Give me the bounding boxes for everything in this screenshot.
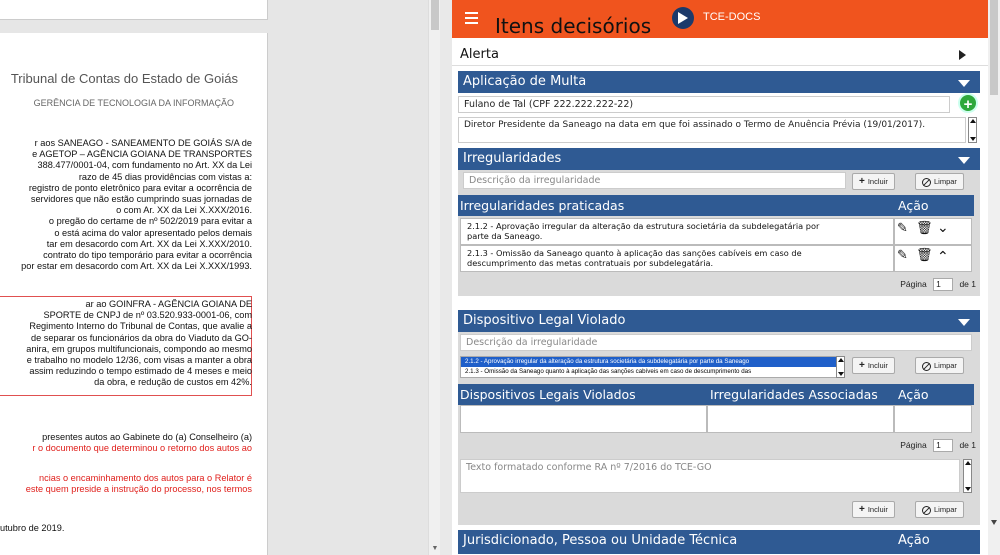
expand-right-icon[interactable] [959, 50, 966, 60]
page-number-input[interactable]: 1 [933, 278, 953, 291]
section-irregularidades-label: Irregularidades [463, 151, 562, 166]
text-line: Regimento Interno do Tribunal de Contas, que avalie a [29, 321, 252, 332]
text-line: 388.477/0001-04, com fundamento no Art. XX da Lei [37, 160, 252, 171]
paragraph-4 [0, 473, 252, 495]
section-alerta[interactable] [452, 44, 988, 66]
page-total: de 1 [959, 439, 976, 450]
scroll-down-icon[interactable] [965, 487, 971, 491]
clear-label: Limpar [934, 177, 957, 186]
scroll-up-icon[interactable] [838, 358, 844, 362]
edit-pencil-icon[interactable]: ✎ [897, 221, 908, 236]
text-line: por estar em desacordo com Art. XX da Lei X.XXX/1993. [21, 261, 252, 272]
scroll-up-icon[interactable] [965, 461, 971, 465]
formatted-text-area[interactable]: Texto formatado conforme RA nº 7/2016 do TCE-GO [460, 459, 960, 493]
text-line-red: r o documento que determinou o retorno dos autos ao [32, 443, 252, 454]
include-text-button[interactable] [852, 501, 895, 518]
scroll-up-icon[interactable] [970, 119, 976, 123]
empty-cell [707, 405, 894, 433]
app-title: Itens decisórios [495, 14, 652, 38]
text-line: anira, em grupos multifuncionais, compondo ao mesmo [26, 343, 252, 354]
clear-label: Limpar [934, 505, 957, 514]
previous-page [0, 0, 268, 20]
action-column-header: Ação [898, 198, 929, 213]
include-label: Incluir [867, 361, 888, 370]
scroll-thumb[interactable] [990, 0, 998, 95]
col-acao-header: Ação [898, 387, 929, 402]
section-irregularidades[interactable] [458, 148, 980, 170]
page-total: de 1 [959, 278, 976, 289]
section-multa-label: Aplicação de Multa [463, 74, 587, 89]
row-text: 2.1.3 - Omissão da Saneago quanto à aplicação das sanções cabíveis em caso de [467, 248, 802, 258]
select-option-selected[interactable]: 2.1.2 - Aprovação irregular da alteração da estrutura societária da subdelegatária por parte da Saneago [461, 357, 843, 367]
row-text: parte da Saneago. [467, 231, 543, 241]
section-jurisdicionado-label: Jurisdicionado, Pessoa ou Unidade Técnica [463, 533, 738, 548]
page-label: Página [900, 439, 927, 450]
col-irregularidades-header: Irregularidades Associadas [710, 387, 878, 402]
text-line: r aos SANEAGO - SANEAMENTO DE GOIÁS S/A de [34, 138, 252, 148]
text-line-red: ncias o encaminhamento dos autos para o Relator é [39, 473, 252, 483]
text-line: presentes autos ao Gabinete do (a) Conselheiro (a) [42, 432, 252, 442]
person-field[interactable]: Fulano de Tal (CPF 222.222.222-22) [458, 96, 950, 113]
clear-text-button[interactable] [915, 501, 964, 518]
text-line: razo de 45 dias providências com vistas a: [78, 171, 252, 182]
section-aplicacao-multa[interactable] [458, 71, 980, 93]
edit-pencil-icon[interactable]: ✎ [897, 248, 908, 263]
row-actions [894, 245, 972, 272]
collapse-down-icon[interactable] [958, 319, 970, 326]
decision-panel [452, 0, 988, 555]
include-irregularity-button[interactable] [852, 173, 895, 190]
brand-name: TCE-DOCS [703, 11, 761, 23]
scroll-down-icon[interactable] [838, 372, 844, 376]
irregularity-search-input[interactable]: Descrição da irregularidade [463, 172, 846, 189]
section-dispositivo-legal[interactable] [458, 310, 980, 332]
scroll-down-arrow[interactable] [991, 520, 997, 525]
clear-icon [922, 362, 931, 371]
splitter[interactable] [440, 0, 452, 555]
delete-trash-icon[interactable]: 🗑 [916, 221, 933, 236]
text-line: utubro de 2019. [0, 523, 65, 533]
row-text: 2.1.2 - Aprovação irregular da alteração da estrutura societária da subdelegatária por [467, 221, 820, 231]
paragraph-1 [0, 138, 252, 272]
table-title: Irregularidades praticadas [460, 198, 625, 213]
row-actions [894, 218, 972, 245]
scroll-down-arrow[interactable]: ▼ [431, 545, 439, 552]
scroll-thumb[interactable] [431, 0, 439, 30]
text-line: registro de ponto eletrônico para evitar a ocorrência de [28, 182, 252, 193]
clear-label: Limpar [934, 361, 957, 370]
document-page [0, 33, 268, 555]
person-description-field[interactable] [458, 117, 966, 143]
irregularidades-body [458, 170, 980, 296]
page-label: Página [900, 278, 927, 289]
irregularity-select-list[interactable] [460, 356, 844, 378]
text-line-red: este quem preside a instrução do processo, nos termos [25, 484, 252, 495]
app-header [452, 0, 988, 38]
row-text: descumprimento das metas contratuais por subdelegatária. [467, 258, 714, 268]
clear-dispositivo-button[interactable] [915, 357, 964, 374]
add-person-icon[interactable]: + [958, 93, 978, 113]
col-dispositivos-header: Dispositivos Legais Violados [460, 387, 636, 402]
irregularidades-pagination [900, 278, 976, 291]
move-up-icon[interactable]: ⌃ [937, 249, 949, 265]
multa-fields [458, 93, 980, 148]
include-dispositivo-button[interactable] [852, 357, 895, 374]
document-title: Tribunal de Contas do Estado de Goiás [10, 71, 238, 86]
text-line: ar ao GOINFRA - AGÊNCIA GOIANA DE [85, 299, 252, 309]
text-line: da obra, e redução de custos em 42%. [94, 377, 252, 388]
text-line: tar em desacordo com Art. XX da Lei X.XXX/2010. [46, 238, 252, 249]
dispositivos-pagination [900, 439, 976, 452]
text-line: contrato do tipo temporário para evitar a ocorrência [43, 249, 252, 260]
table-row[interactable] [460, 245, 894, 272]
text-line: SPORTE de CNPJ de nº 03.520.933-0001-06, com [43, 310, 252, 321]
select-scrollbar[interactable] [836, 356, 845, 378]
text-line: o pregão do certame de nº 502/2019 para evitar a [48, 216, 252, 227]
plus-icon: + [859, 360, 865, 371]
collapse-down-icon[interactable] [958, 157, 970, 164]
person-description-text: Diretor Presidente da Saneago na data em que foi assinado o Termo de Anuência Prévia (19/01/2017). [464, 120, 926, 130]
text-line: o com Ar. XX da Lei X.XXX/2016. [116, 205, 252, 216]
collapse-down-icon[interactable] [958, 80, 970, 87]
clear-icon [922, 506, 931, 515]
panel-scrollbar[interactable] [988, 0, 1000, 555]
action-column-header: Ação [898, 533, 930, 548]
select-option[interactable]: 2.1.3 - Omissão da Saneago quanto à aplicação das sanções cabíveis em caso de descumprimento das [465, 368, 752, 375]
text-line: de separar os funcionários da obra do Viaduto da GO- [31, 332, 252, 343]
clear-irregularity-button[interactable] [915, 173, 964, 190]
section-jurisdicionado[interactable] [458, 530, 980, 554]
include-label: Incluir [867, 505, 888, 514]
paragraph-3 [0, 432, 252, 454]
table-row[interactable] [460, 218, 894, 245]
text-line: o está acima do valor apresentado pelos demais [54, 227, 252, 238]
tce-logo-icon [672, 7, 694, 29]
section-alerta-label: Alerta [460, 47, 499, 62]
irregularidades-table-header [458, 195, 974, 216]
text-line: servidores que não estão cumprindo suas jornadas de [30, 193, 252, 204]
date-line [0, 523, 80, 534]
move-down-icon[interactable]: ⌄ [937, 220, 949, 236]
scroll-down-icon[interactable] [970, 137, 976, 141]
plus-icon: + [859, 176, 865, 187]
empty-cell [894, 405, 972, 433]
text-line: e trabalho no modelo 12/36, com visas a manter a obra [26, 354, 252, 365]
dispositivo-body [458, 332, 980, 525]
clear-icon [922, 178, 931, 187]
plus-icon: + [859, 504, 865, 515]
section-dispositivo-label: Dispositivo Legal Violado [463, 313, 626, 328]
document-subtitle: GERÊNCIA DE TECNOLOGIA DA INFORMAÇÃO [33, 98, 234, 108]
menu-icon[interactable] [465, 12, 478, 23]
empty-cell [460, 405, 707, 433]
text-line: assim reduzindo o tempo estimado de 4 meses e meio [29, 366, 252, 377]
page-number-input[interactable]: 1 [933, 439, 953, 452]
document-scrollbar[interactable] [428, 0, 440, 555]
dispositivos-table-header [458, 384, 974, 405]
delete-trash-icon[interactable]: 🗑 [916, 248, 933, 263]
dispositivo-search-input[interactable]: Descrição da irregularidade [460, 334, 972, 351]
description-scrollbar[interactable] [968, 117, 977, 143]
text-line: e AGETOP – AGÊNCIA GOIANA DE TRANSPORTES [32, 149, 252, 160]
include-label: Incluir [867, 177, 888, 186]
paragraph-2 [0, 299, 252, 389]
document-viewer [0, 0, 428, 555]
text-area-scrollbar[interactable] [963, 459, 972, 493]
